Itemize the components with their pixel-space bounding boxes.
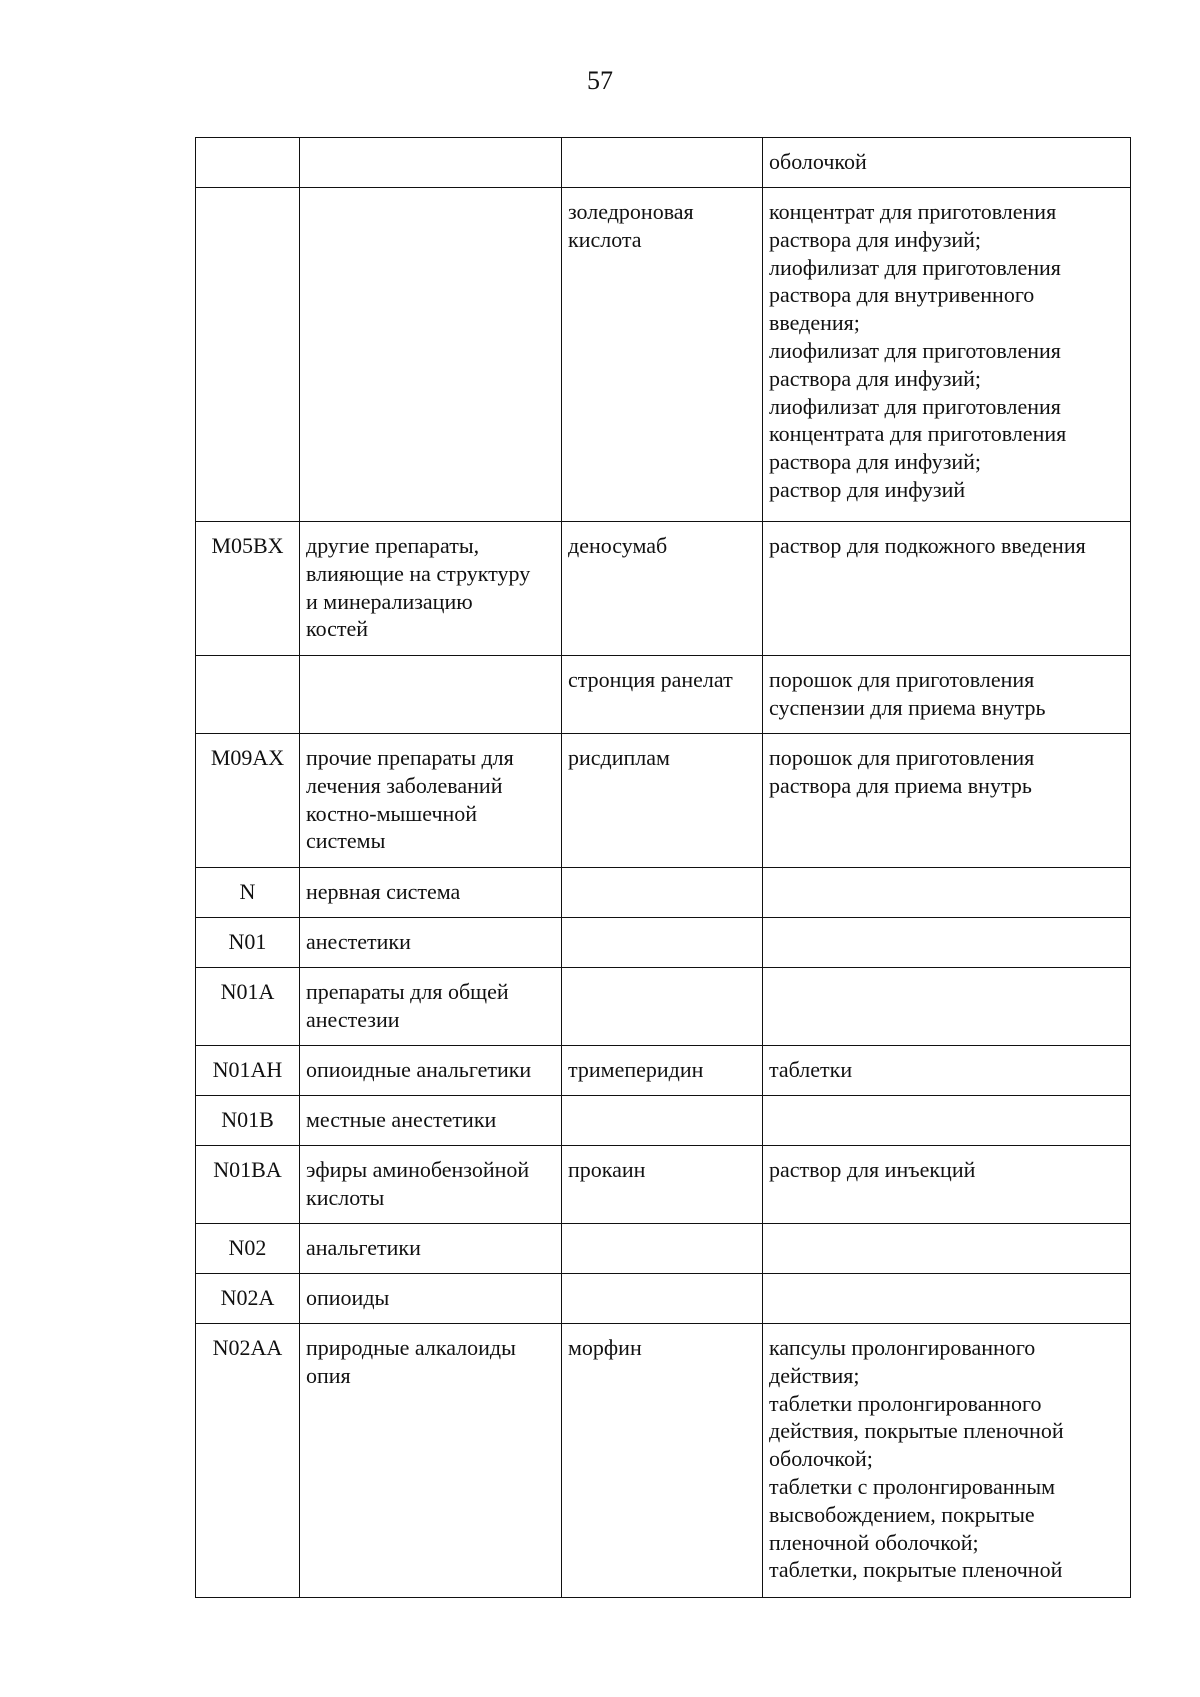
- table-row: [196, 1046, 1131, 1096]
- dosage-form-cell: [763, 1274, 1131, 1324]
- drug-table-body: [196, 138, 1131, 1598]
- drug-name-cell: деносумаб: [562, 522, 763, 656]
- dosage-form-cell: [763, 868, 1131, 918]
- pharmacological-group-cell: анальгетики: [300, 1224, 562, 1274]
- atc-code-cell: N02: [196, 1224, 300, 1274]
- drug-name-cell: [562, 968, 763, 1046]
- table-row: [196, 734, 1131, 868]
- dosage-form-cell: концентрат для приготовления раствора для инфузий; лиофилизат для приготовления раствора для внутривенного введения; лиофилизат для приготовления раствора для инфузий; лиофилизат для приготовления концентрата для приготовления раствора для инфузий; раствор для инфузий: [763, 188, 1131, 522]
- table-row: [196, 868, 1131, 918]
- drug-name-cell: [562, 1224, 763, 1274]
- dosage-form-cell: оболочкой: [763, 138, 1131, 188]
- atc-code-cell: N01B: [196, 1096, 300, 1146]
- drug-name-cell: тримеперидин: [562, 1046, 763, 1096]
- pharmacological-group-cell: эфиры аминобензойной кислоты: [300, 1146, 562, 1224]
- dosage-form-cell: [763, 1224, 1131, 1274]
- pharmacological-group-cell: нервная система: [300, 868, 562, 918]
- table-row: [196, 1324, 1131, 1598]
- atc-code-cell: M09AX: [196, 734, 300, 868]
- pharmacological-group-cell: прочие препараты для лечения заболеваний костно-мышечной системы: [300, 734, 562, 868]
- drug-name-cell: морфин: [562, 1324, 763, 1598]
- table-row: [196, 1274, 1131, 1324]
- table-row: [196, 918, 1131, 968]
- pharmacological-group-cell: опиоиды: [300, 1274, 562, 1324]
- atc-code-cell: M05BX: [196, 522, 300, 656]
- atc-code-cell: [196, 656, 300, 734]
- atc-code-cell: [196, 188, 300, 522]
- drug-name-cell: стронция ранелат: [562, 656, 763, 734]
- table-row: [196, 1146, 1131, 1224]
- dosage-form-cell: [763, 968, 1131, 1046]
- pharmacological-group-cell: [300, 138, 562, 188]
- table-row: [196, 188, 1131, 522]
- pharmacological-group-cell: [300, 656, 562, 734]
- drug-name-cell: прокаин: [562, 1146, 763, 1224]
- drug-table: [195, 137, 1131, 1598]
- table-row: [196, 968, 1131, 1046]
- table-row: [196, 522, 1131, 656]
- pharmacological-group-cell: природные алкалоиды опия: [300, 1324, 562, 1598]
- pharmacological-group-cell: препараты для общей анестезии: [300, 968, 562, 1046]
- table-row: [196, 138, 1131, 188]
- dosage-form-cell: порошок для приготовления суспензии для приема внутрь: [763, 656, 1131, 734]
- pharmacological-group-cell: местные анестетики: [300, 1096, 562, 1146]
- page-number: 57: [587, 66, 613, 95]
- pharmacological-group-cell: опиоидные анальгетики: [300, 1046, 562, 1096]
- dosage-form-cell: порошок для приготовления раствора для приема внутрь: [763, 734, 1131, 868]
- dosage-form-cell: капсулы пролонгированного действия; таблетки пролонгированного действия, покрытые пленочной оболочкой; таблетки с пролонгированным высвобождением, покрытые пленочной оболочкой; таблетки, покрытые пленочной: [763, 1324, 1131, 1598]
- table-row: [196, 1224, 1131, 1274]
- atc-code-cell: N02AA: [196, 1324, 300, 1598]
- dosage-form-cell: [763, 918, 1131, 968]
- drug-name-cell: [562, 918, 763, 968]
- drug-name-cell: [562, 868, 763, 918]
- pharmacological-group-cell: [300, 188, 562, 522]
- dosage-form-cell: таблетки: [763, 1046, 1131, 1096]
- drug-name-cell: золедроновая кислота: [562, 188, 763, 522]
- dosage-form-cell: раствор для подкожного введения: [763, 522, 1131, 656]
- atc-code-cell: N01: [196, 918, 300, 968]
- pharmacological-group-cell: анестетики: [300, 918, 562, 968]
- drug-name-cell: [562, 1274, 763, 1324]
- dosage-form-cell: раствор для инъекций: [763, 1146, 1131, 1224]
- atc-code-cell: N01AH: [196, 1046, 300, 1096]
- atc-code-cell: N02A: [196, 1274, 300, 1324]
- table-row: [196, 656, 1131, 734]
- atc-code-cell: N: [196, 868, 300, 918]
- dosage-form-cell: [763, 1096, 1131, 1146]
- table-row: [196, 1096, 1131, 1146]
- pharmacological-group-cell: другие препараты, влияющие на структуру и минерализацию костей: [300, 522, 562, 656]
- atc-code-cell: N01A: [196, 968, 300, 1046]
- atc-code-cell: [196, 138, 300, 188]
- drug-name-cell: [562, 1096, 763, 1146]
- drug-name-cell: [562, 138, 763, 188]
- drug-name-cell: рисдиплам: [562, 734, 763, 868]
- atc-code-cell: N01BA: [196, 1146, 300, 1224]
